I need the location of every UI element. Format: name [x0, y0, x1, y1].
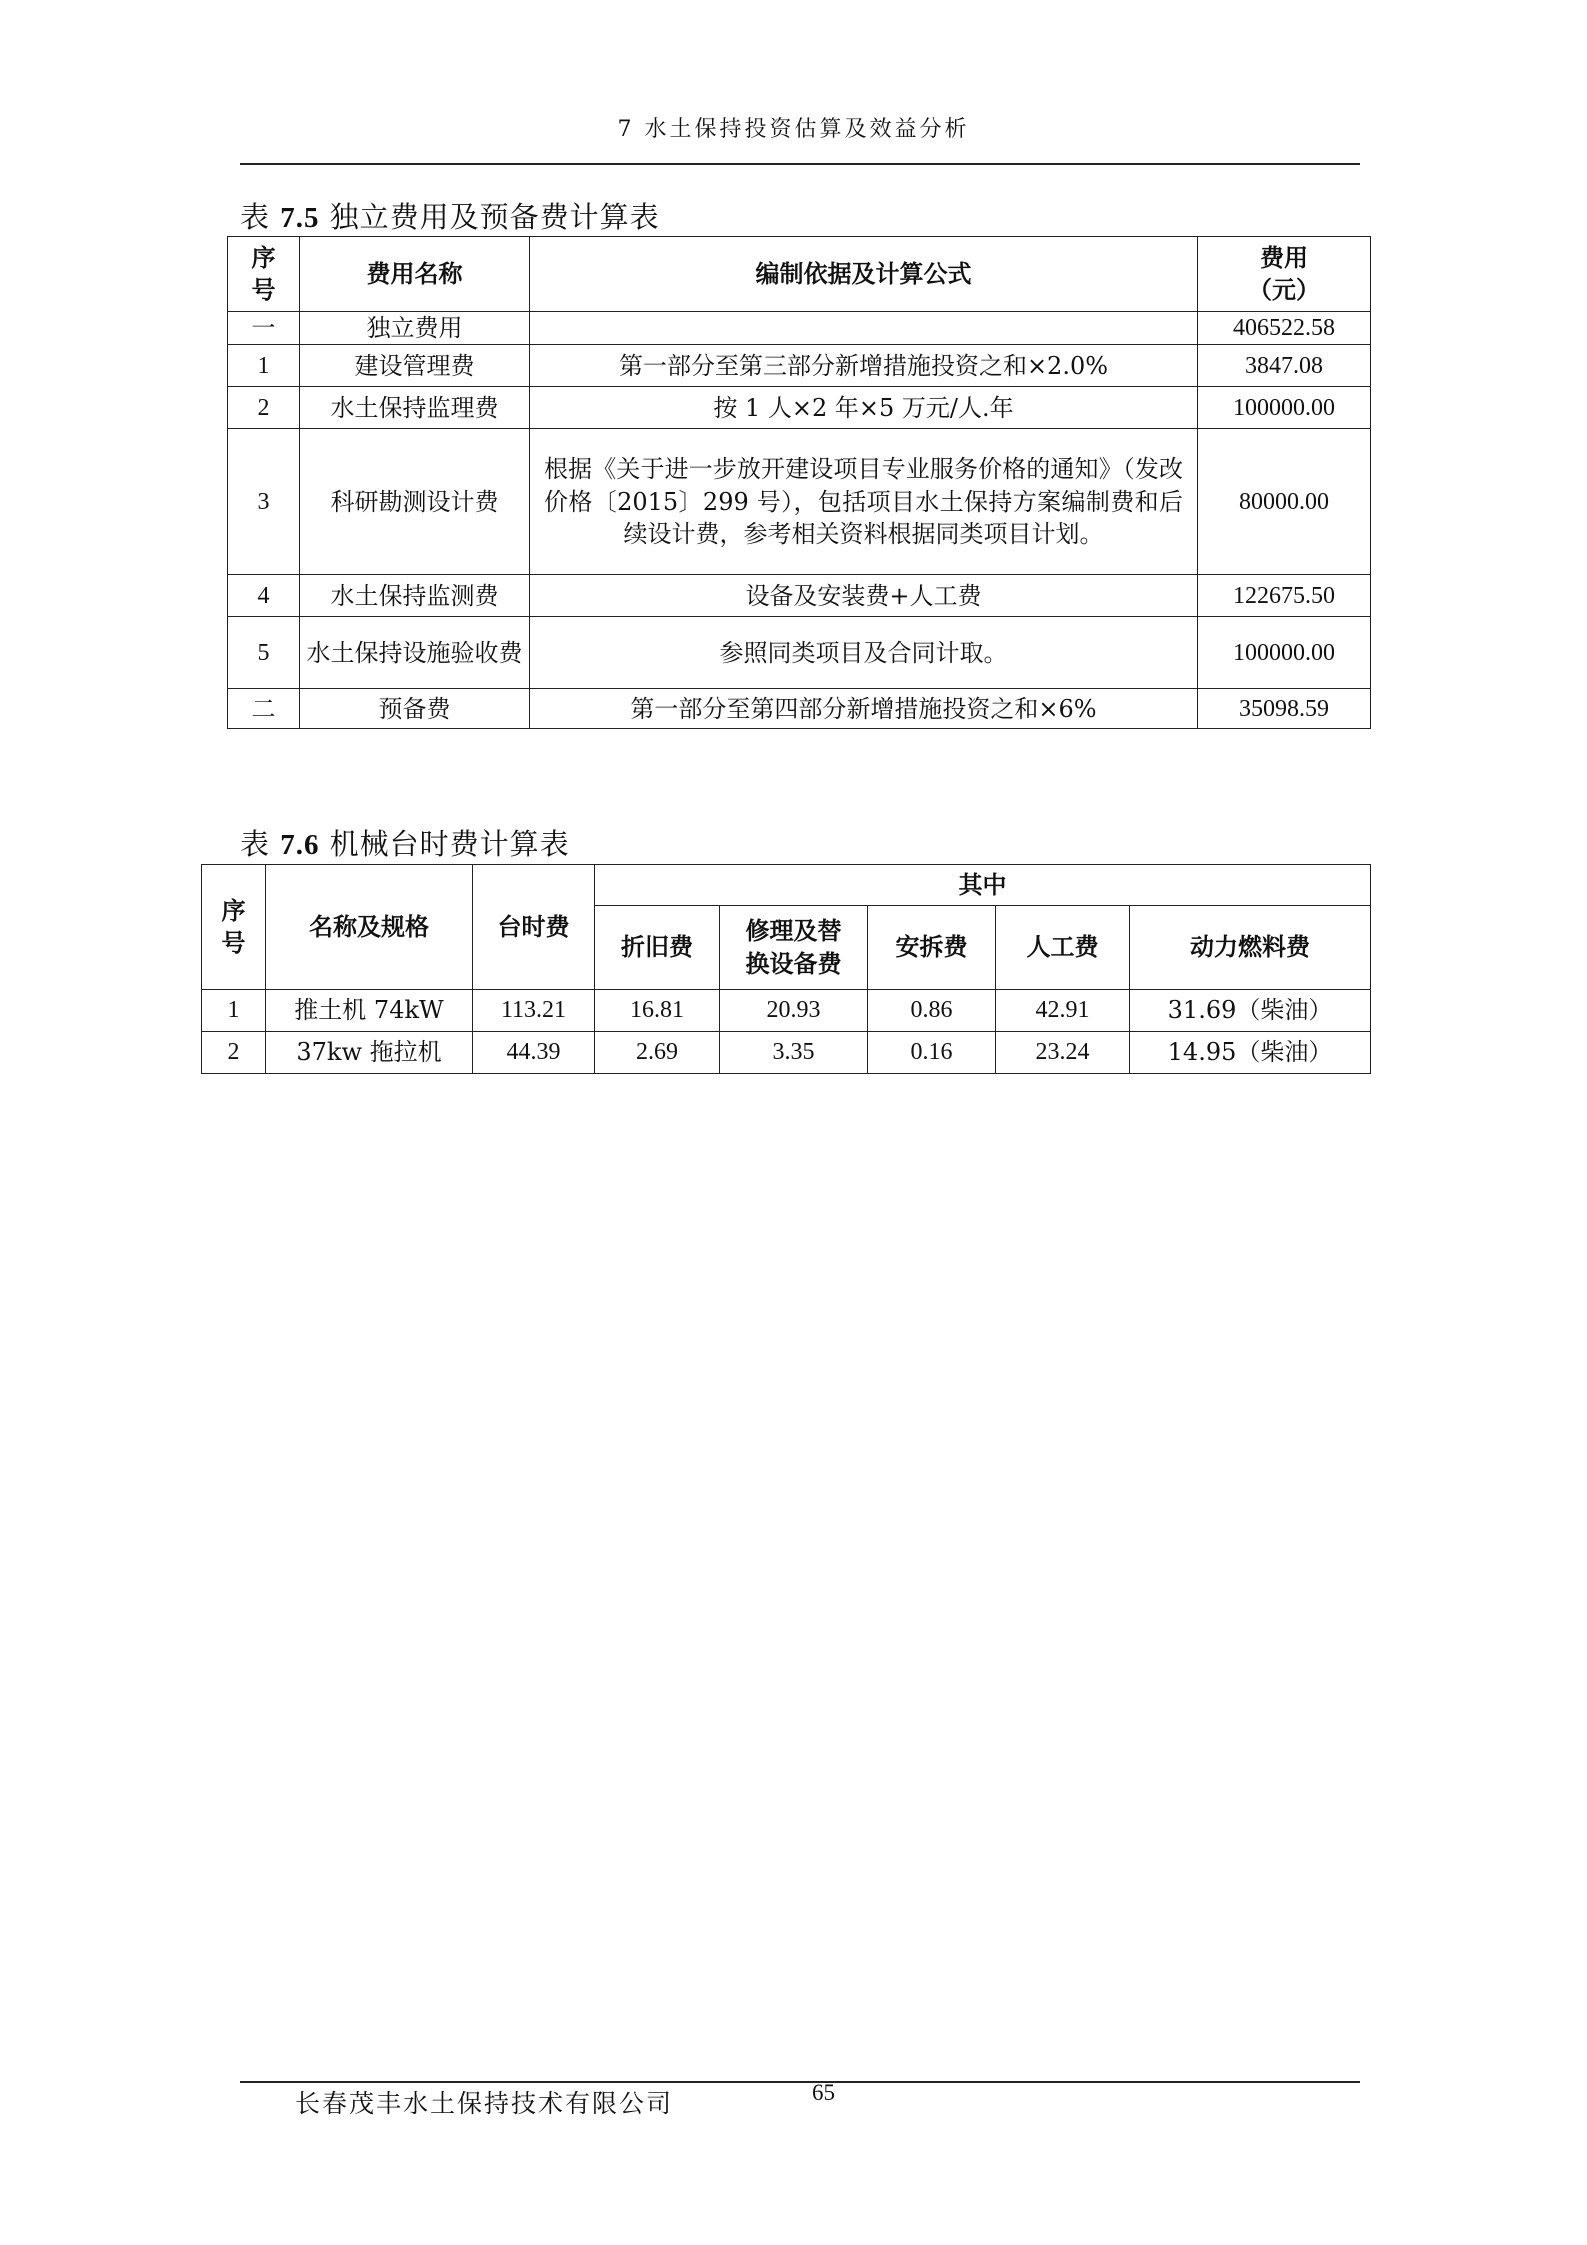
row-seq: 2: [202, 1032, 266, 1074]
table-row: [202, 1032, 1371, 1074]
column-header-hourly: 台时费: [473, 865, 595, 990]
row-cost: 406522.58: [1198, 312, 1371, 345]
table-row: [228, 617, 1371, 689]
row-cost: 100000.00: [1198, 387, 1371, 429]
row-name: 水土保持设施验收费: [300, 617, 530, 689]
table-caption: [240, 195, 660, 236]
row-name: 推土机 74kW: [266, 990, 473, 1032]
row-labor: 23.24: [996, 1032, 1130, 1074]
row-basis: 按 1 人×2 年×5 万元/人.年: [530, 387, 1198, 429]
row-install: 0.86: [868, 990, 996, 1032]
table-header-row: [228, 237, 1371, 312]
row-seq: 2: [228, 387, 300, 429]
column-header-seq: 序 号: [202, 865, 266, 990]
table-row: [228, 689, 1371, 729]
row-seq: 二: [228, 689, 300, 729]
row-cost: 100000.00: [1198, 617, 1371, 689]
row-depreciation: 2.69: [595, 1032, 720, 1074]
caption-title: 独立费用及预备费计算表: [319, 200, 660, 234]
row-fuel: 31.69（柴油）: [1130, 990, 1371, 1032]
row-basis: [530, 312, 1198, 345]
running-header: 7 水土保持投资估算及效益分析: [617, 117, 970, 142]
row-seq: 3: [228, 429, 300, 575]
row-cost: 3847.08: [1198, 345, 1371, 387]
row-name: 水土保持监理费: [300, 387, 530, 429]
row-labor: 42.91: [996, 990, 1130, 1032]
row-seq: 5: [228, 617, 300, 689]
machine-hourly-cost-table: [201, 864, 1371, 1074]
caption-number: 7.5: [280, 202, 320, 234]
column-header-name: 费用名称: [300, 237, 530, 312]
row-name: 37kw 拖拉机: [266, 1032, 473, 1074]
row-hourly: 44.39: [473, 1032, 595, 1074]
row-name: 水土保持监测费: [300, 575, 530, 617]
column-header-labor: 人工费: [996, 906, 1130, 990]
row-cost: 122675.50: [1198, 575, 1371, 617]
column-header-fuel: 动力燃料费: [1130, 906, 1371, 990]
table-row: [202, 990, 1371, 1032]
caption-prefix: 表: [240, 827, 281, 861]
column-header-name: 名称及规格: [266, 865, 473, 990]
row-name: 预备费: [300, 689, 530, 729]
table-row: [228, 429, 1371, 575]
row-depreciation: 16.81: [595, 990, 720, 1032]
row-name: 独立费用: [300, 312, 530, 345]
column-header-cost: 费用 （元）: [1198, 237, 1371, 312]
column-header-depreciation: 折旧费: [595, 906, 720, 990]
row-repair: 3.35: [720, 1032, 868, 1074]
independent-cost-table: [227, 236, 1371, 729]
column-header-repair: 修理及替 换设备费: [720, 906, 868, 990]
row-cost: 35098.59: [1198, 689, 1371, 729]
row-fuel: 14.95（柴油）: [1130, 1032, 1371, 1074]
row-install: 0.16: [868, 1032, 996, 1074]
footer-rule: [240, 2081, 1360, 2083]
table-row: [228, 387, 1371, 429]
table-row: [228, 345, 1371, 387]
footer-company: 长春茂丰水土保持技术有限公司: [295, 2089, 674, 2118]
table-row: [228, 312, 1371, 345]
row-seq: 4: [228, 575, 300, 617]
row-basis: 根据《关于进一步放开建设项目专业服务价格的通知》（发改价格〔2015〕299 号），包括项目水土保持方案编制费和后续设计费，参考相关资料根据同类项目计划。: [530, 429, 1198, 575]
header-rule: [240, 163, 1360, 165]
table-row: [228, 575, 1371, 617]
row-basis: 设备及安装费+人工费: [530, 575, 1198, 617]
caption-number: 7.6: [280, 829, 320, 861]
column-header-seq: 序 号: [228, 237, 300, 312]
column-header-install: 安拆费: [868, 906, 996, 990]
row-basis: 参照同类项目及合同计取。: [530, 617, 1198, 689]
table-caption: [240, 822, 570, 863]
column-header-basis: 编制依据及计算公式: [530, 237, 1198, 312]
row-name: 科研勘测设计费: [300, 429, 530, 575]
table-header-row: [202, 865, 1371, 906]
row-hourly: 113.21: [473, 990, 595, 1032]
row-seq: 1: [228, 345, 300, 387]
row-seq: 一: [228, 312, 300, 345]
row-name: 建设管理费: [300, 345, 530, 387]
row-repair: 20.93: [720, 990, 868, 1032]
column-group-header: 其中: [595, 865, 1371, 906]
row-seq: 1: [202, 990, 266, 1032]
page-number: 65: [812, 2080, 835, 2105]
caption-prefix: 表: [240, 200, 281, 234]
caption-title: 机械台时费计算表: [319, 827, 570, 861]
row-basis: 第一部分至第四部分新增措施投资之和×6%: [530, 689, 1198, 729]
row-cost: 80000.00: [1198, 429, 1371, 575]
row-basis: 第一部分至第三部分新增措施投资之和×2.0%: [530, 345, 1198, 387]
